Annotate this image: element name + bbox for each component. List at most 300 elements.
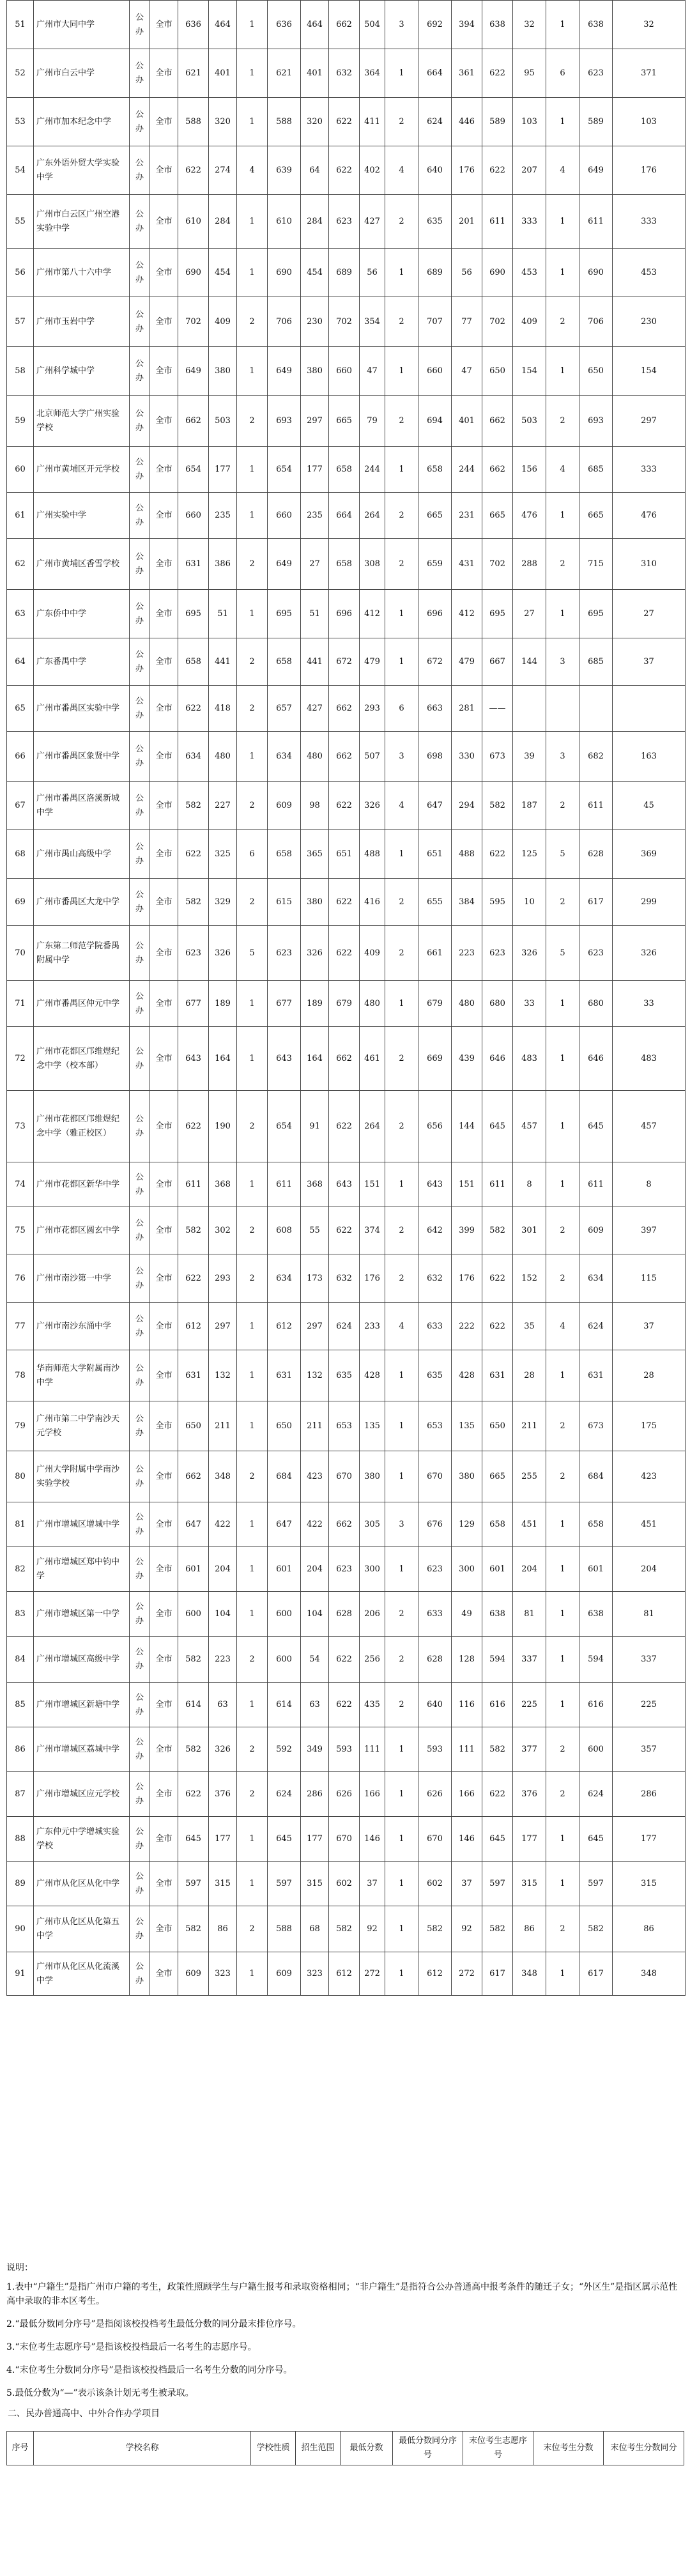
score-cell: 1 <box>546 98 579 146</box>
score-cell: 79 <box>360 396 385 447</box>
score-cell: 1 <box>385 1727 418 1772</box>
score-cell: 2 <box>385 1027 418 1091</box>
enroll-scope: 全市 <box>150 98 178 146</box>
score-cell: 35 <box>513 1303 546 1350</box>
score-cell: 95 <box>513 49 546 98</box>
score-cell: 662 <box>329 1502 360 1547</box>
row-number: 58 <box>7 347 34 396</box>
notes-heading: 说明： <box>6 2263 33 2273</box>
score-cell: 3 <box>546 732 579 782</box>
table-row <box>7 782 686 830</box>
score-cell: 658 <box>178 638 209 686</box>
enroll-scope: 全市 <box>150 590 178 638</box>
score-cell: 399 <box>452 1207 482 1254</box>
school-name: 广州市从化区从化中学 <box>34 1862 130 1906</box>
score-cell: 300 <box>360 1547 385 1592</box>
table-row <box>7 1027 686 1091</box>
row-number: 53 <box>7 98 34 146</box>
score-cell: 634 <box>178 732 209 782</box>
school-name: 广州市番禺区洛溪新城中学 <box>34 782 130 830</box>
score-cell: 2 <box>385 1254 418 1303</box>
score-cell: 164 <box>209 1027 237 1091</box>
score-cell: 622 <box>329 1091 360 1162</box>
score-cell: 623 <box>579 49 613 98</box>
score-cell: 144 <box>452 1091 482 1162</box>
school-name: 广州市花都区邝维煜纪念中学（雅正校区） <box>34 1091 130 1162</box>
school-type: 公办 <box>130 1906 150 1952</box>
score-cell: 597 <box>268 1862 301 1906</box>
score-cell: 293 <box>360 686 385 732</box>
score-cell: 656 <box>418 1091 452 1162</box>
score-cell: 6 <box>385 686 418 732</box>
score-cell: 1 <box>385 1817 418 1862</box>
score-cell: 300 <box>452 1547 482 1592</box>
score-cell: 582 <box>178 1727 209 1772</box>
school-type: 公办 <box>130 732 150 782</box>
score-cell: 151 <box>360 1162 385 1207</box>
score-cell: 685 <box>579 638 613 686</box>
section-2-title: 二、民办普通高中、中外合作办学项目 <box>8 2409 160 2419</box>
row-number: 59 <box>7 396 34 447</box>
school-name: 广州市南沙第一中学 <box>34 1254 130 1303</box>
score-cell: 661 <box>418 926 452 981</box>
row-number: 52 <box>7 49 34 98</box>
table-body <box>7 1 686 1996</box>
score-cell: 706 <box>268 297 301 347</box>
score-cell: 368 <box>301 1162 329 1207</box>
score-cell: 597 <box>178 1862 209 1906</box>
score-cell: 305 <box>360 1502 385 1547</box>
score-cell: 47 <box>360 347 385 396</box>
score-cell: 649 <box>268 347 301 396</box>
section-2-header-row <box>7 2432 684 2465</box>
score-cell: 670 <box>329 1451 360 1502</box>
score-cell: 582 <box>482 782 513 830</box>
score-cell: 1 <box>546 493 579 539</box>
score-cell: 2 <box>385 98 418 146</box>
score-cell: 1 <box>546 1 579 49</box>
score-cell: 1 <box>385 1772 418 1817</box>
score-cell: 39 <box>513 732 546 782</box>
row-number: 73 <box>7 1091 34 1162</box>
score-cell: 616 <box>482 1683 513 1727</box>
score-cell: 2 <box>385 1683 418 1727</box>
score-cell: 364 <box>360 49 385 98</box>
school-type: 公办 <box>130 1683 150 1727</box>
score-cell: 401 <box>209 49 237 98</box>
score-cell: 617 <box>579 1952 613 1996</box>
score-cell: 457 <box>513 1091 546 1162</box>
row-number: 74 <box>7 1162 34 1207</box>
score-cell: 8 <box>613 1162 686 1207</box>
section-2-header-cell: 最低分数 <box>341 2432 393 2465</box>
school-name: 广州市从化区从化流溪中学 <box>34 1952 130 1996</box>
score-cell: 702 <box>482 297 513 347</box>
score-cell: 323 <box>209 1952 237 1996</box>
score-cell: 677 <box>178 981 209 1027</box>
school-name: 广州市番禺区仲元中学 <box>34 981 130 1027</box>
score-cell: 231 <box>452 493 482 539</box>
score-cell: 638 <box>482 1592 513 1637</box>
score-cell: 235 <box>301 493 329 539</box>
score-cell: 422 <box>301 1502 329 1547</box>
score-cell: 601 <box>268 1547 301 1592</box>
score-cell: 111 <box>452 1727 482 1772</box>
score-cell: 715 <box>579 539 613 590</box>
score-cell: 222 <box>452 1303 482 1350</box>
score-cell: 454 <box>209 249 237 297</box>
school-name: 广州市增城区增城中学 <box>34 1502 130 1547</box>
score-cell: 632 <box>418 1254 452 1303</box>
score-cell: 636 <box>178 1 209 49</box>
enroll-scope: 全市 <box>150 1350 178 1401</box>
score-cell: 286 <box>301 1772 329 1817</box>
score-cell: 507 <box>360 732 385 782</box>
score-cell: 451 <box>613 1502 686 1547</box>
score-cell: 602 <box>329 1862 360 1906</box>
score-cell: 288 <box>513 539 546 590</box>
score-cell: 582 <box>178 1637 209 1683</box>
score-cell: 622 <box>482 146 513 195</box>
score-cell: 446 <box>452 98 482 146</box>
score-cell: 1 <box>385 1862 418 1906</box>
school-name: 广东外语外贸大学实验中学 <box>34 146 130 195</box>
score-cell: 689 <box>418 249 452 297</box>
score-cell: 626 <box>418 1772 452 1817</box>
score-cell: 623 <box>268 926 301 981</box>
score-cell: 144 <box>513 638 546 686</box>
score-cell: 207 <box>513 146 546 195</box>
score-cell: 401 <box>452 396 482 447</box>
score-cell: 622 <box>329 146 360 195</box>
school-name: 广州市增城区应元学校 <box>34 1772 130 1817</box>
score-cell: 622 <box>482 1303 513 1350</box>
enroll-scope: 全市 <box>150 1817 178 1862</box>
score-cell: 146 <box>360 1817 385 1862</box>
score-cell: 380 <box>301 879 329 926</box>
score-cell: 622 <box>482 1254 513 1303</box>
score-cell: 658 <box>329 539 360 590</box>
score-cell: 593 <box>418 1727 452 1772</box>
score-cell: 476 <box>513 493 546 539</box>
score-cell: 662 <box>482 396 513 447</box>
score-cell: 2 <box>546 1906 579 1952</box>
score-cell: 673 <box>579 1401 613 1451</box>
score-cell: 1 <box>237 1027 268 1091</box>
enroll-scope: 全市 <box>150 1772 178 1817</box>
score-cell: 611 <box>579 1162 613 1207</box>
score-cell: 610 <box>268 195 301 249</box>
score-cell: 622 <box>178 830 209 879</box>
score-cell: 1 <box>546 1683 579 1727</box>
score-cell: 1 <box>237 447 268 493</box>
score-cell: 1 <box>546 1817 579 1862</box>
score-cell: 609 <box>268 782 301 830</box>
score-cell: 1 <box>385 1547 418 1592</box>
school-type: 公办 <box>130 782 150 830</box>
enroll-scope: 全市 <box>150 926 178 981</box>
score-cell: 151 <box>452 1162 482 1207</box>
score-cell: 297 <box>209 1303 237 1350</box>
section-2-header-cell: 末位考生志愿序号 <box>463 2432 533 2465</box>
score-cell: 690 <box>579 249 613 297</box>
school-type: 公办 <box>130 1303 150 1350</box>
school-name: 广州市禺山高级中学 <box>34 830 130 879</box>
score-cell: 1 <box>237 1683 268 1727</box>
score-cell: 4 <box>546 447 579 493</box>
score-cell: 176 <box>452 146 482 195</box>
score-cell: 453 <box>513 249 546 297</box>
score-cell: 638 <box>579 1592 613 1637</box>
row-number: 68 <box>7 830 34 879</box>
score-cell: 286 <box>613 1772 686 1817</box>
section-2-header-cell: 最低分数同分序号 <box>393 2432 463 2465</box>
row-number: 78 <box>7 1350 34 1401</box>
school-name: 广州市花都区新华中学 <box>34 1162 130 1207</box>
score-cell: 640 <box>418 146 452 195</box>
table-row <box>7 195 686 249</box>
score-cell: 611 <box>178 1162 209 1207</box>
score-cell: 49 <box>452 1592 482 1637</box>
score-cell: 1 <box>237 1401 268 1451</box>
score-cell: 651 <box>418 830 452 879</box>
score-cell: 670 <box>329 1817 360 1862</box>
table-row <box>7 249 686 297</box>
score-cell: 4 <box>237 146 268 195</box>
score-cell: 3 <box>385 732 418 782</box>
score-cell: 28 <box>513 1350 546 1401</box>
enroll-scope: 全市 <box>150 297 178 347</box>
score-cell: 632 <box>329 1254 360 1303</box>
score-cell: 663 <box>418 686 452 732</box>
score-cell: 660 <box>418 347 452 396</box>
score-cell: 1 <box>237 1 268 49</box>
score-cell: 154 <box>613 347 686 396</box>
score-cell: 164 <box>301 1027 329 1091</box>
score-cell: 301 <box>513 1207 546 1254</box>
enroll-scope: 全市 <box>150 1637 178 1683</box>
score-cell: 323 <box>301 1952 329 1996</box>
table-row <box>7 590 686 638</box>
score-cell <box>513 686 546 732</box>
enroll-scope: 全市 <box>150 1254 178 1303</box>
table-row <box>7 830 686 879</box>
score-cell: 651 <box>329 830 360 879</box>
score-cell: 1 <box>385 981 418 1027</box>
score-cell: 423 <box>613 1451 686 1502</box>
score-cell: 1 <box>546 1162 579 1207</box>
score-cell: 2 <box>546 782 579 830</box>
score-cell: 479 <box>452 638 482 686</box>
row-number: 79 <box>7 1401 34 1451</box>
score-cell: 1 <box>546 1091 579 1162</box>
score-cell: 624 <box>579 1772 613 1817</box>
score-cell: 658 <box>579 1502 613 1547</box>
score-cell: 33 <box>613 981 686 1027</box>
school-name: 广州市第八十六中学 <box>34 249 130 297</box>
score-cell: 677 <box>268 981 301 1027</box>
row-number: 86 <box>7 1727 34 1772</box>
score-cell: 695 <box>178 590 209 638</box>
table-row <box>7 981 686 1027</box>
score-cell: 622 <box>329 879 360 926</box>
school-type: 公办 <box>130 539 150 590</box>
school-type: 公办 <box>130 1 150 49</box>
score-cell: 631 <box>268 1350 301 1401</box>
score-cell: 1 <box>385 1401 418 1451</box>
score-cell: 5 <box>546 830 579 879</box>
school-type: 公办 <box>130 447 150 493</box>
notes-section <box>6 2261 684 2409</box>
score-cell: 628 <box>579 830 613 879</box>
score-cell: 2 <box>385 195 418 249</box>
score-cell: 104 <box>209 1592 237 1637</box>
score-cell: 662 <box>482 447 513 493</box>
score-cell: 622 <box>329 926 360 981</box>
score-cell: 690 <box>482 249 513 297</box>
score-cell: 1 <box>237 249 268 297</box>
score-cell: 326 <box>360 782 385 830</box>
score-cell: 611 <box>482 1162 513 1207</box>
score-cell: 380 <box>209 347 237 396</box>
score-cell: 622 <box>329 782 360 830</box>
score-cell <box>613 686 686 732</box>
score-cell: 672 <box>418 638 452 686</box>
score-cell: 611 <box>579 782 613 830</box>
score-cell: 582 <box>178 782 209 830</box>
score-cell: 702 <box>482 539 513 590</box>
table-row <box>7 1817 686 1862</box>
score-cell: 2 <box>546 879 579 926</box>
score-cell: 706 <box>579 297 613 347</box>
school-name: 华南师范大学附属南沙中学 <box>34 1350 130 1401</box>
note-3: 3.“末位考生志愿序号”是指该校投档最后一名考生的志愿序号。 <box>6 2342 257 2352</box>
school-type: 公办 <box>130 1027 150 1091</box>
score-cell: 128 <box>452 1637 482 1683</box>
school-name: 广州市花都区圆玄中学 <box>34 1207 130 1254</box>
score-cell: 103 <box>613 98 686 146</box>
score-cell: 693 <box>579 396 613 447</box>
score-cell: 422 <box>209 1502 237 1547</box>
score-cell: 256 <box>360 1637 385 1683</box>
score-cell: 348 <box>209 1451 237 1502</box>
score-cell: 2 <box>385 539 418 590</box>
score-cell: 609 <box>178 1952 209 1996</box>
row-number: 63 <box>7 590 34 638</box>
score-cell: 3 <box>385 1502 418 1547</box>
section-2-header-cell: 末位考生分数 <box>533 2432 604 2465</box>
enroll-scope: 全市 <box>150 1 178 49</box>
school-name: 广州科学城中学 <box>34 347 130 396</box>
score-cell: 409 <box>360 926 385 981</box>
score-cell: 103 <box>513 98 546 146</box>
enroll-scope: 全市 <box>150 1091 178 1162</box>
school-name: 广州大学附属中学南沙实验学校 <box>34 1451 130 1502</box>
score-cell: 297 <box>301 396 329 447</box>
row-number: 75 <box>7 1207 34 1254</box>
score-cell: 609 <box>268 1952 301 1996</box>
score-cell: 682 <box>579 732 613 782</box>
score-cell: 451 <box>513 1502 546 1547</box>
table-row <box>7 638 686 686</box>
school-type: 公办 <box>130 195 150 249</box>
score-cell: 2 <box>546 539 579 590</box>
score-cell: 32 <box>613 1 686 49</box>
section-2-header-cell: 招生范围 <box>296 2432 341 2465</box>
score-cell: 423 <box>301 1451 329 1502</box>
enroll-scope: 全市 <box>150 1502 178 1547</box>
score-cell: 622 <box>178 1254 209 1303</box>
score-cell: 621 <box>268 49 301 98</box>
score-cell: 125 <box>513 830 546 879</box>
score-cell: 47 <box>452 347 482 396</box>
section-2-header-cell: 序号 <box>7 2432 34 2465</box>
school-type: 公办 <box>130 1254 150 1303</box>
score-cell: 3 <box>546 638 579 686</box>
row-number: 60 <box>7 447 34 493</box>
score-cell: 595 <box>482 879 513 926</box>
score-cell: 166 <box>452 1772 482 1817</box>
score-cell: 326 <box>513 926 546 981</box>
row-number: 72 <box>7 1027 34 1091</box>
score-cell: 189 <box>209 981 237 1027</box>
score-cell: 63 <box>301 1683 329 1727</box>
score-cell: 689 <box>329 249 360 297</box>
score-cell: 2 <box>237 879 268 926</box>
score-cell: 659 <box>418 539 452 590</box>
score-cell: 1 <box>237 1862 268 1906</box>
table-row <box>7 1 686 49</box>
score-cell: 623 <box>418 1547 452 1592</box>
score-cell: 582 <box>579 1906 613 1952</box>
score-cell: 1 <box>546 1350 579 1401</box>
school-type: 公办 <box>130 1502 150 1547</box>
school-type: 公办 <box>130 879 150 926</box>
score-cell: 660 <box>178 493 209 539</box>
score-cell: 479 <box>360 638 385 686</box>
school-name: 广东仲元中学增城实验学校 <box>34 1817 130 1862</box>
score-cell: 297 <box>613 396 686 447</box>
enroll-scope: 全市 <box>150 195 178 249</box>
score-cell: 650 <box>268 1401 301 1451</box>
score-cell: 281 <box>452 686 482 732</box>
score-cell: 2 <box>546 1772 579 1817</box>
score-cell: 4 <box>385 1303 418 1350</box>
score-cell: 2 <box>237 396 268 447</box>
score-cell: 177 <box>513 1817 546 1862</box>
row-number: 87 <box>7 1772 34 1817</box>
score-cell: 189 <box>301 981 329 1027</box>
row-number: 69 <box>7 879 34 926</box>
score-cell: 354 <box>360 297 385 347</box>
score-cell: 6 <box>237 830 268 879</box>
score-cell: 670 <box>418 1451 452 1502</box>
score-cell: 601 <box>482 1547 513 1592</box>
enroll-scope: 全市 <box>150 1727 178 1772</box>
score-cell: 634 <box>268 1254 301 1303</box>
score-cell: 8 <box>513 1162 546 1207</box>
school-type: 公办 <box>130 396 150 447</box>
score-cell: 233 <box>360 1303 385 1350</box>
score-cell: 2 <box>237 1451 268 1502</box>
enroll-scope: 全市 <box>150 539 178 590</box>
score-cell: 176 <box>360 1254 385 1303</box>
score-cell: 622 <box>178 1091 209 1162</box>
score-cell: 633 <box>418 1592 452 1637</box>
score-cell: 1 <box>385 1906 418 1952</box>
score-cell: 654 <box>268 447 301 493</box>
score-cell: 623 <box>579 926 613 981</box>
